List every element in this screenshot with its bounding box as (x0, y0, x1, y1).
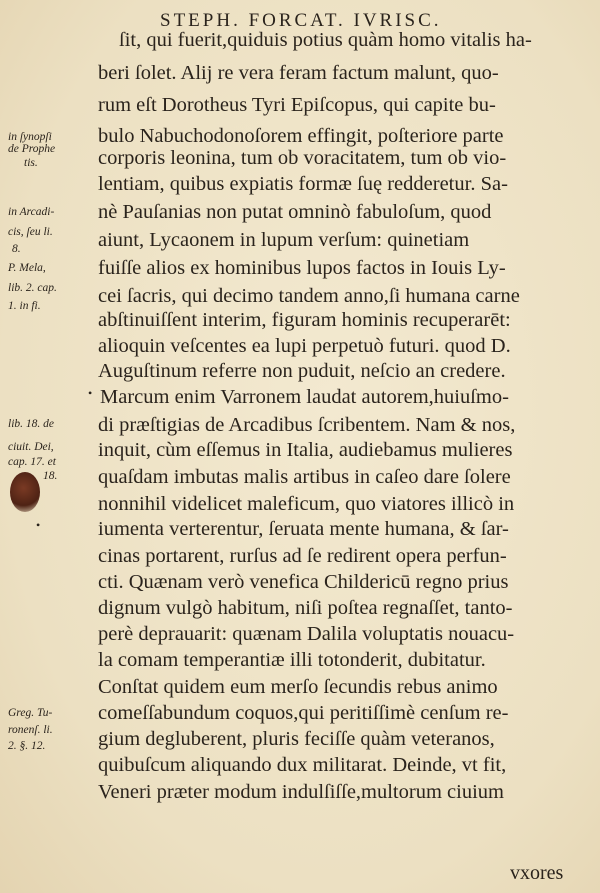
margin-note: ronenſ. li. (8, 724, 53, 736)
margin-note: 8. (12, 243, 21, 255)
margin-note: in ſynopſi (8, 131, 52, 143)
margin-note: P. Mela, (8, 262, 46, 274)
text-line: iumenta verterentur, ſeruata mente humana, & ſar- (98, 518, 509, 540)
text-line: Conſtat quidem eum merſo ſecundis rebus animo (98, 676, 498, 698)
margin-note: ciuit. Dei, (8, 441, 54, 453)
text-line: quibuſcum aliquando dux militarat. Deinde, vt fit, (98, 754, 507, 776)
bullet-mark: • (36, 518, 41, 532)
text-line: abſtinuiſſent interim, figuram hominis recuperarēt: (98, 309, 511, 331)
text-line: cti. Quænam verò venefica Childericū regno prius (98, 571, 509, 593)
margin-note: 18. (43, 470, 58, 482)
margin-note: lib. 18. de (8, 418, 54, 430)
margin-note: 1. in fi. (8, 300, 41, 312)
text-line: alioquin veſcentes ea lupi perpetuò futuri. quod D. (98, 335, 511, 357)
text-line: lentiam, quibus expiatis formæ ſuę redderetur. Sa- (98, 173, 508, 195)
margin-note: in Arcadi- (8, 206, 55, 218)
margin-note: cis, ſeu li. (8, 226, 53, 238)
catchword: vxores (510, 862, 564, 884)
text-line: perè deprauarit: quænam Dalila voluptatis nouacu- (98, 623, 515, 645)
text-line: rum eſt Dorotheus Tyri Epiſcopus, qui capite bu- (98, 94, 496, 116)
text-line: cei ſacris, qui decimo tandem anno,ſi humana carne (98, 285, 520, 307)
margin-note: tis. (24, 157, 38, 169)
text-line: comeſſabundum coquos,qui peritiſſimè cenſum re- (98, 702, 509, 724)
text-line: aiunt, Lycaonem in lupum verſum: quinetiam (98, 229, 470, 251)
bullet-mark: • (88, 386, 93, 400)
text-line: Marcum enim Varronem laudat autorem,huiuſmo- (100, 386, 509, 408)
text-line: gium degluberent, pluris feciſſe quàm veteranos, (98, 728, 495, 750)
text-line: ſit, qui fuerit,quiduis potius quàm homo vitalis ha- (119, 29, 532, 51)
text-line: Auguſtinum referre non puduit, neſcio an credere. (98, 360, 506, 382)
margin-note: lib. 2. cap. (8, 282, 57, 294)
text-line: corporis leonina, tum ob voracitatem, tum ob vio- (98, 147, 507, 169)
text-line: fuiſſe alios ex hominibus lupos factos in Iouis Ly- (98, 257, 506, 279)
text-line: la comam temperantiæ illi totonderit, dubitatur. (98, 649, 486, 671)
text-line: Veneri præter modum indulſiſſe,multorum ciuium (98, 781, 504, 803)
running-header: STEPH. FORCAT. IVRISC. (160, 10, 442, 31)
text-line: quaſdam imbutas malis artibus in caſeo dare ſolere (98, 466, 511, 488)
text-line: dignum vulgò habitum, niſi poſtea regnaſſet, tanto- (98, 597, 513, 619)
margin-note: de Prophe (8, 143, 56, 155)
text-line: nonnihil videlicet maleficum, quo viatores illicò in (98, 493, 515, 515)
margin-note: cap. 17. et (8, 456, 56, 468)
text-line: beri ſolet. Alij re vera feram factum malunt, quo- (98, 62, 499, 84)
margin-note: 2. §. 12. (8, 740, 46, 752)
text-line: nè Pauſanias non putat omninò fabuloſum, quod (98, 201, 492, 223)
ink-stain (10, 472, 40, 512)
text-line: bulo Nabuchodonoſorem effingit, poſteriore parte (98, 125, 504, 147)
text-line: inquit, cùm eſſemus in Italia, audiebamus mulieres (98, 439, 513, 461)
text-line: cinas portarent, rurſus ad ſe redirent opera perfun- (98, 545, 507, 567)
margin-note: Greg. Tu- (8, 707, 53, 719)
text-line: di præſtigias de Arcadibus ſcribentem. Nam & nos, (98, 414, 516, 436)
